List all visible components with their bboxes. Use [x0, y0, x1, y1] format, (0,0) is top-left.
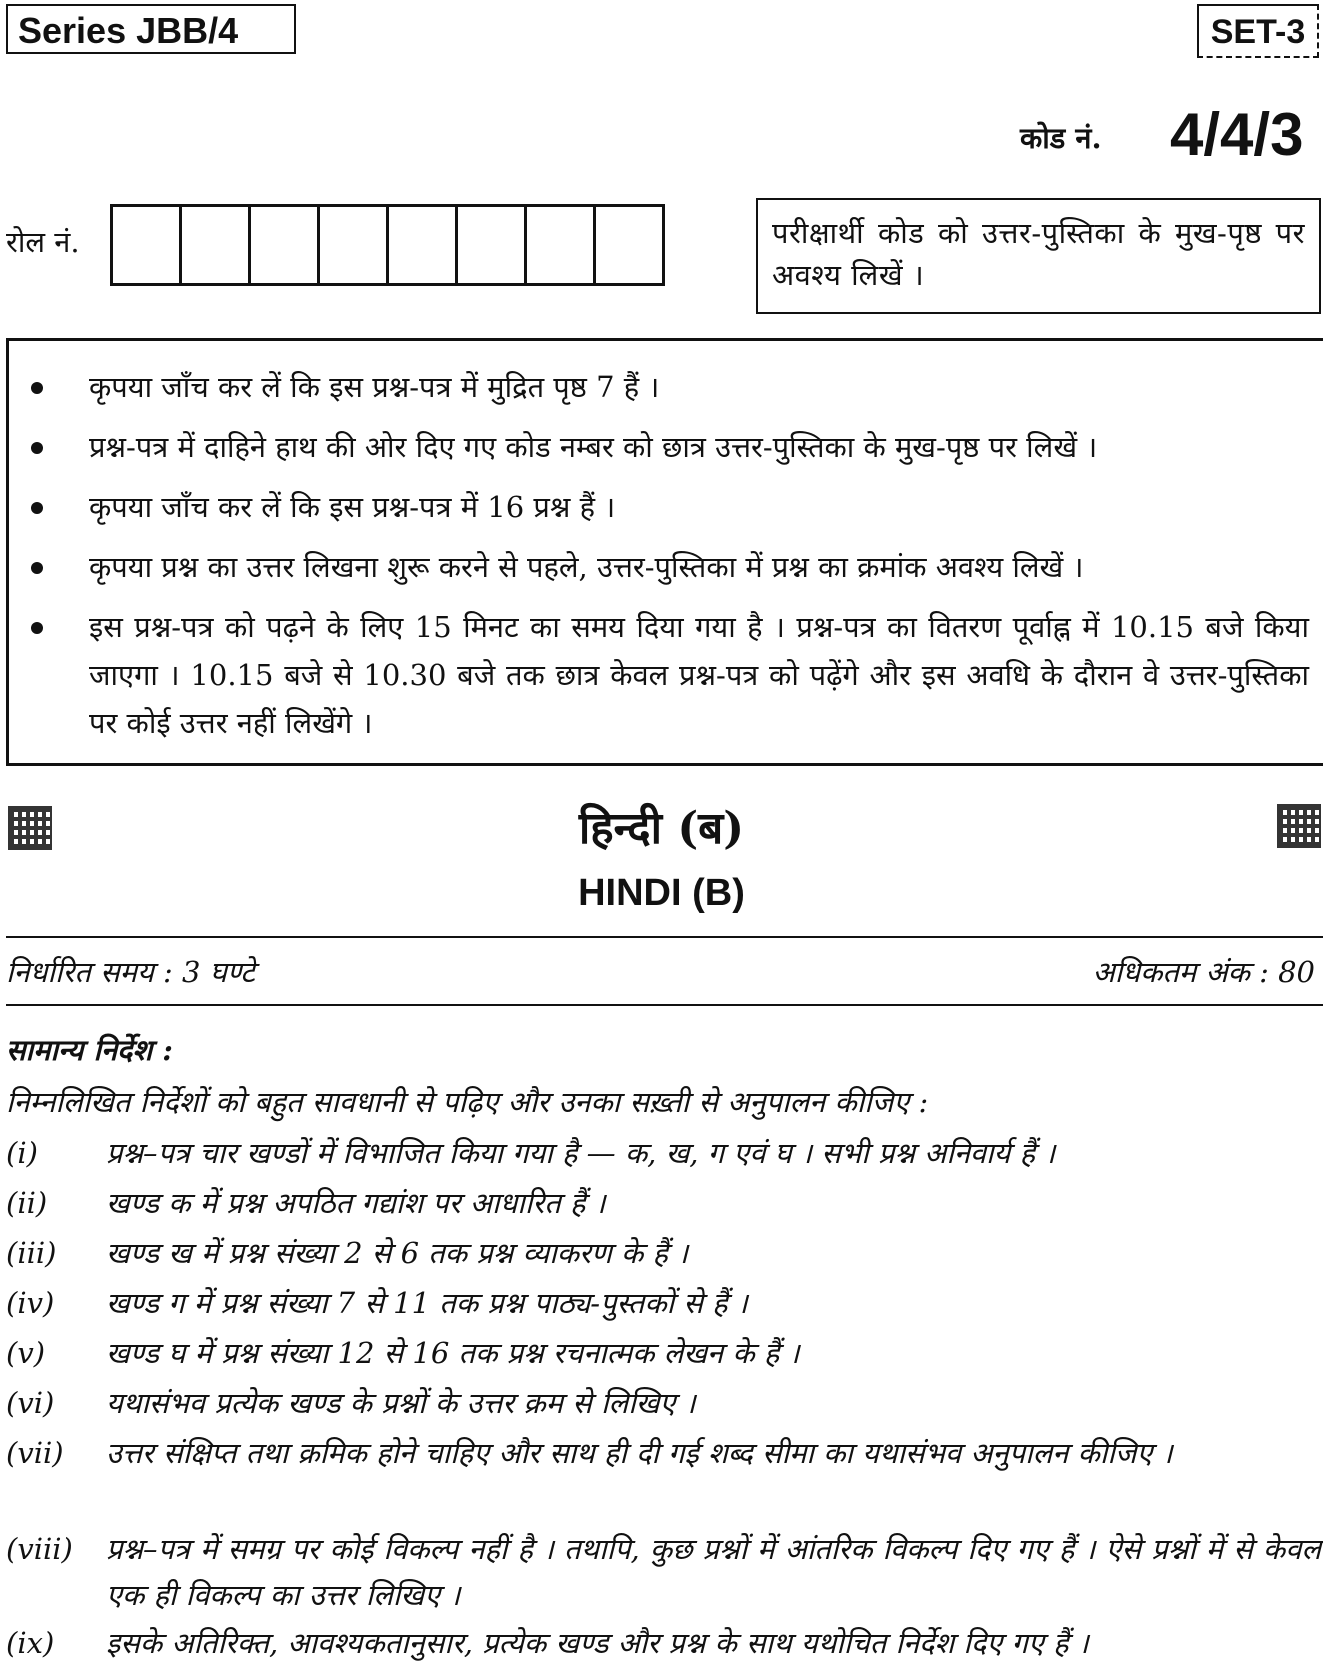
item-text: इसके अतिरिक्त, आवश्यकतानुसार, प्रत्येक खण्ड और प्रश्न के साथ यथोचित निर्देश दिए गए हैं ।	[106, 1626, 1089, 1660]
item-text: खण्ड ग में प्रश्न संख्या 7 से 11 तक प्रश्न पाठ्य-पुस्तकों से हैं ।	[106, 1286, 748, 1320]
item-text: प्रश्न–पत्र चार खण्डों में विभाजित किया गया है — क, ख, ग एवं घ । सभी प्रश्न अनिवार्य हैं ।	[106, 1136, 1056, 1170]
item-text: यथासंभव प्रत्येक खण्ड के प्रश्नों के उत्तर क्रम से लिखिए ।	[106, 1386, 696, 1420]
general-instructions-heading: सामान्य निर्देश :	[6, 1033, 173, 1067]
roll-number-cell[interactable]	[320, 207, 389, 283]
item-number: (iv)	[6, 1286, 55, 1320]
subject-title-english: HINDI (B)	[578, 872, 745, 914]
code-label: कोड नं.	[1020, 121, 1102, 155]
divider	[6, 1004, 1323, 1006]
instructions-box	[6, 338, 1323, 766]
series-label: Series JBB/4	[6, 4, 296, 54]
roll-number-cell[interactable]	[182, 207, 251, 283]
item-number: (i)	[6, 1136, 38, 1170]
code-value: 4/4/3	[1170, 101, 1304, 168]
instruction-text: इस प्रश्न-पत्र को पढ़ने के लिए 15 मिनट का समय दिया गया है । प्रश्न-पत्र का वितरण पूर्वाह्न में 10.15 बजे किया जाएगा । 10.15 बजे से 10.30 बजे तक छात्र केवल प्रश्न-पत्र को पढ़ेंगे और इस अवधि के दौरान वे उत्तर-पुस्तिका पर कोई उत्तर नहीं लिखेंगे ।	[89, 610, 1309, 740]
bullet-icon	[31, 382, 43, 394]
bullet-icon	[31, 562, 43, 574]
item-number: (vi)	[6, 1386, 55, 1420]
instruction-text: प्रश्न-पत्र में दाहिने हाथ की ओर दिए गए कोड नम्बर को छात्र उत्तर-पुस्तिका के मुख-पृष्ठ पर लिखें ।	[89, 430, 1098, 464]
instruction-text: कृपया जाँच कर लें कि इस प्रश्न-पत्र में मुद्रित पृष्ठ 7 हैं ।	[89, 370, 660, 404]
subject-title-hindi: हिन्दी (ब)	[578, 803, 745, 854]
item-number: (viii)	[6, 1532, 73, 1566]
item-text: प्रश्न–पत्र में समग्र पर कोई विकल्प नहीं है । तथापि, कुछ प्रश्नों में आंतरिक विकल्प दिए गए हैं । ऐसे प्रश्नों में से केवल एक ही विकल्प का उत्तर लिखिए ।	[106, 1532, 1321, 1612]
max-marks: अधिकतम अंक : 80	[1092, 955, 1315, 989]
divider	[6, 936, 1323, 938]
roll-number-cell[interactable]	[389, 207, 458, 283]
item-text: खण्ड घ में प्रश्न संख्या 12 से 16 तक प्रश्न रचनात्मक लेखन के हैं ।	[106, 1336, 800, 1370]
bullet-icon	[31, 622, 43, 634]
bullet-icon	[31, 442, 43, 454]
item-text: खण्ड क में प्रश्न अपठित गद्यांश पर आधारित हैं ।	[106, 1186, 606, 1220]
roll-number-cell[interactable]	[527, 207, 596, 283]
roll-number-cell[interactable]	[596, 207, 662, 283]
roll-number-boxes[interactable]	[110, 204, 665, 286]
roll-number-cell[interactable]	[251, 207, 320, 283]
item-number: (iii)	[6, 1236, 57, 1270]
bullet-icon	[31, 502, 43, 514]
item-number: (ix)	[6, 1626, 55, 1660]
item-text: उत्तर संक्षिप्त तथा क्रमिक होने चाहिए और साथ ही दी गई शब्द सीमा का यथासंभव अनुपालन कीजिए ।	[106, 1436, 1173, 1470]
item-number: (vii)	[6, 1436, 64, 1470]
roll-number-cell[interactable]	[458, 207, 527, 283]
roll-number-cell[interactable]	[113, 207, 182, 283]
general-instructions-intro: निम्नलिखित निर्देशों को बहुत सावधानी से पढ़िए और उनका सख़्ती से अनुपालन कीजिए :	[6, 1085, 929, 1119]
item-text: खण्ड ख में प्रश्न संख्या 2 से 6 तक प्रश्न व्याकरण के हैं ।	[106, 1236, 689, 1270]
item-number: (ii)	[6, 1186, 48, 1220]
instruction-text: कृपया जाँच कर लें कि इस प्रश्न-पत्र में 16 प्रश्न हैं ।	[89, 490, 616, 524]
candidate-code-note: परीक्षार्थी कोड को उत्तर-पुस्तिका के मुख-पृष्ठ पर अवश्य लिखें ।	[756, 198, 1321, 314]
time-allowed: निर्धारित समय : 3 घण्टे	[6, 955, 255, 989]
roll-number-label: रोल नं.	[6, 225, 80, 259]
set-label: SET-3	[1197, 4, 1319, 58]
instruction-text: कृपया प्रश्न का उत्तर लिखना शुरू करने से पहले, उत्तर-पुस्तिका में प्रश्न का क्रमांक अवश्य लिखें ।	[89, 550, 1084, 584]
item-number: (v)	[6, 1336, 46, 1370]
